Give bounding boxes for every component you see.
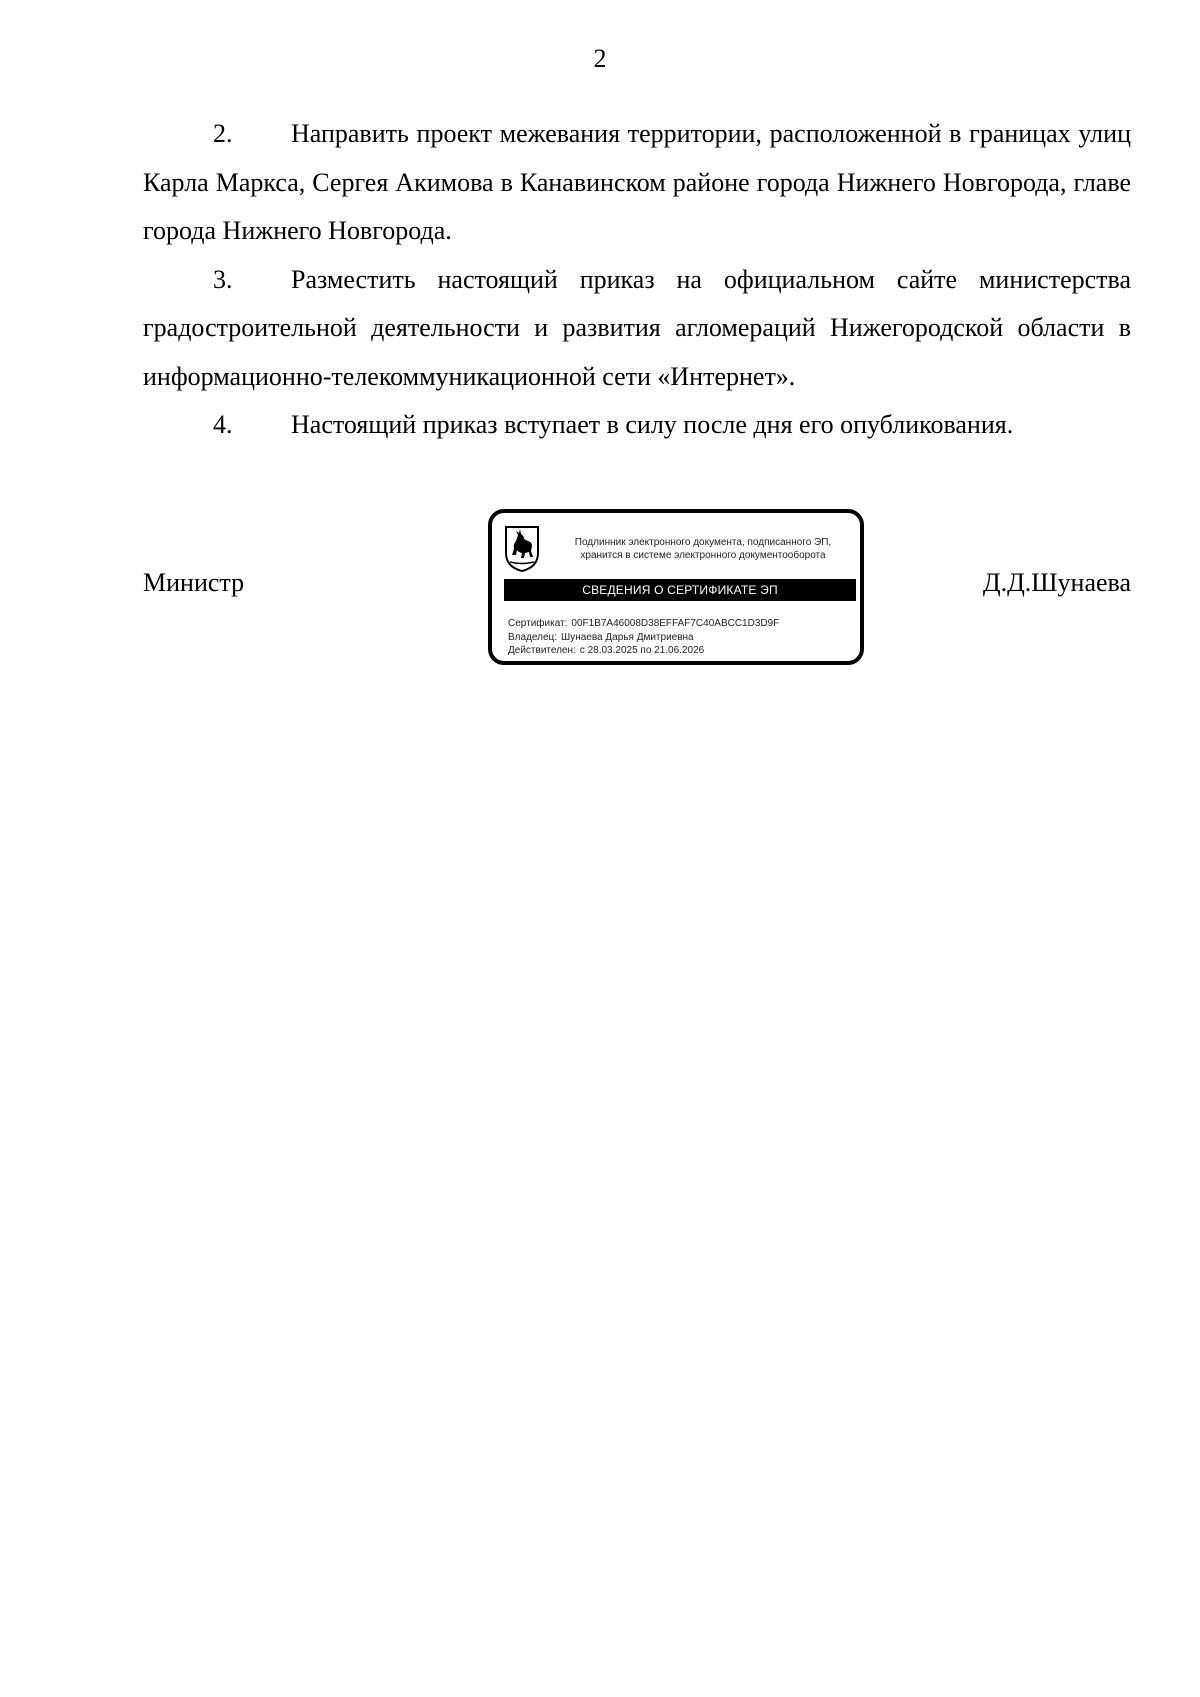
stamp-header-line: Подлинник электронного документа, подписанного ЭП, bbox=[574, 537, 832, 548]
paragraph-number: 4. bbox=[213, 410, 233, 439]
paragraph-number: 2. bbox=[213, 119, 233, 148]
stamp-header bbox=[550, 536, 856, 562]
certificate-value: 00F1B7A46008D38EFFAF7C40ABCC1D3D9F bbox=[571, 618, 780, 629]
owner-label: Владелец: bbox=[508, 631, 558, 643]
validity-label: Действителен: bbox=[508, 645, 576, 656]
owner-row bbox=[508, 631, 854, 645]
certificate-label: Сертификат: bbox=[508, 618, 568, 629]
paragraph-text: Настоящий приказ вступает в силу после дня его опубликования. bbox=[291, 410, 1014, 439]
paragraph-text: Разместить настоящий приказ на официальном сайте министерства градостроительной деятельности и развития агломераций Нижегородской области в информационно-телекоммуникационной сети «Интернет». bbox=[143, 264, 1131, 391]
paragraph-item-3 bbox=[143, 256, 1131, 402]
paragraph-item-4 bbox=[143, 401, 1131, 450]
coat-of-arms-icon bbox=[504, 525, 540, 573]
validity-value: с 28.03.2025 по 21.06.2026 bbox=[579, 645, 705, 656]
stamp-header-line: хранится в системе электронного документооборота bbox=[580, 550, 826, 561]
page-number: 2 bbox=[593, 44, 607, 73]
electronic-signature-stamp bbox=[488, 509, 864, 665]
stamp-title-bar: СВЕДЕНИЯ О СЕРТИФИКАТЕ ЭП bbox=[504, 579, 856, 601]
paragraph-item-2 bbox=[143, 110, 1131, 256]
signatory-position: Министр bbox=[143, 568, 245, 597]
certificate-details bbox=[508, 617, 854, 658]
paragraph-text: Направить проект межевания территории, расположенной в границах улиц Карла Маркса, Сергея Акимова в Канавинском районе города Нижнего Новгорода, главе города Нижнего Новгорода. bbox=[143, 119, 1131, 245]
owner-value: Шунаева Дарья Дмитриевна bbox=[561, 631, 694, 643]
validity-row bbox=[508, 644, 854, 658]
signatory-name: Д.Д.Шунаева bbox=[982, 568, 1131, 597]
certificate-row bbox=[508, 617, 854, 631]
paragraph-number: 3. bbox=[213, 264, 233, 294]
document-body bbox=[143, 110, 1131, 450]
